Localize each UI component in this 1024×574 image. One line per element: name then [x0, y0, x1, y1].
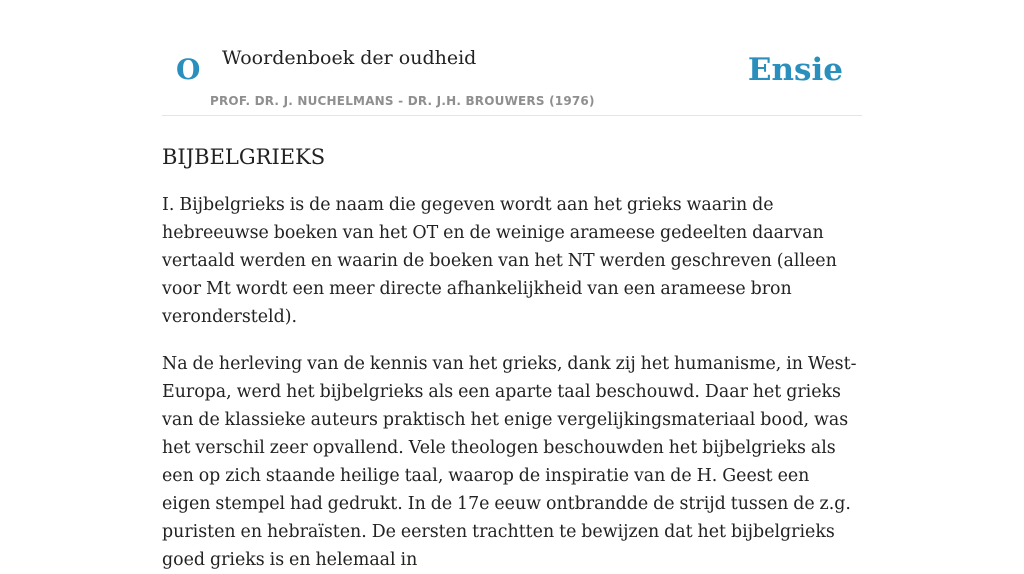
book-title[interactable]: Woordenboek der oudheid	[222, 47, 477, 69]
index-letter[interactable]: O	[176, 53, 201, 86]
page	[162, 0, 862, 570]
ensie-logo-link[interactable]: Ensie	[747, 52, 843, 88]
entry-paragraph-1: I. Bijbelgrieks is de naam die gegeven wordt aan het grieks waarin de hebreeuwse boeken van het OT en de weinige arameese gedeelten daarvan vertaald werden en waarin de boeken van het NT werden geschreven (alleen voor Mt wordt een meer directe afhankelijkheid van een arameese bron verondersteld).	[162, 195, 837, 327]
book-authors: PROF. DR. J. NUCHELMANS - DR. J.H. BROUWERS (1976)	[210, 94, 595, 108]
entry-paragraph-2: Na de herleving van de kennis van het grieks, dank zij het humanisme, in West-Europa, werd het bijbelgrieks als een aparte taal beschouwd. Daar het grieks van de klassieke auteurs praktisch het enige vergelijkingsmateriaal bood, was het verschil zeer opvallend. Vele theologen beschouwden het bijbelgrieks als een op zich staande heilige taal, waarop de inspiratie van de H. Geest een eigen stempel had gedrukt. In de 17e eeuw ontbrandde de strijd tussen de z.g. puristen en hebraïsten. De eersten trachtten te bewijzen dat het bijbelgrieks goed grieks is en helemaal in	[162, 354, 857, 570]
entry-title: BIJBELGRIEKS	[162, 145, 326, 169]
header	[162, 0, 862, 116]
